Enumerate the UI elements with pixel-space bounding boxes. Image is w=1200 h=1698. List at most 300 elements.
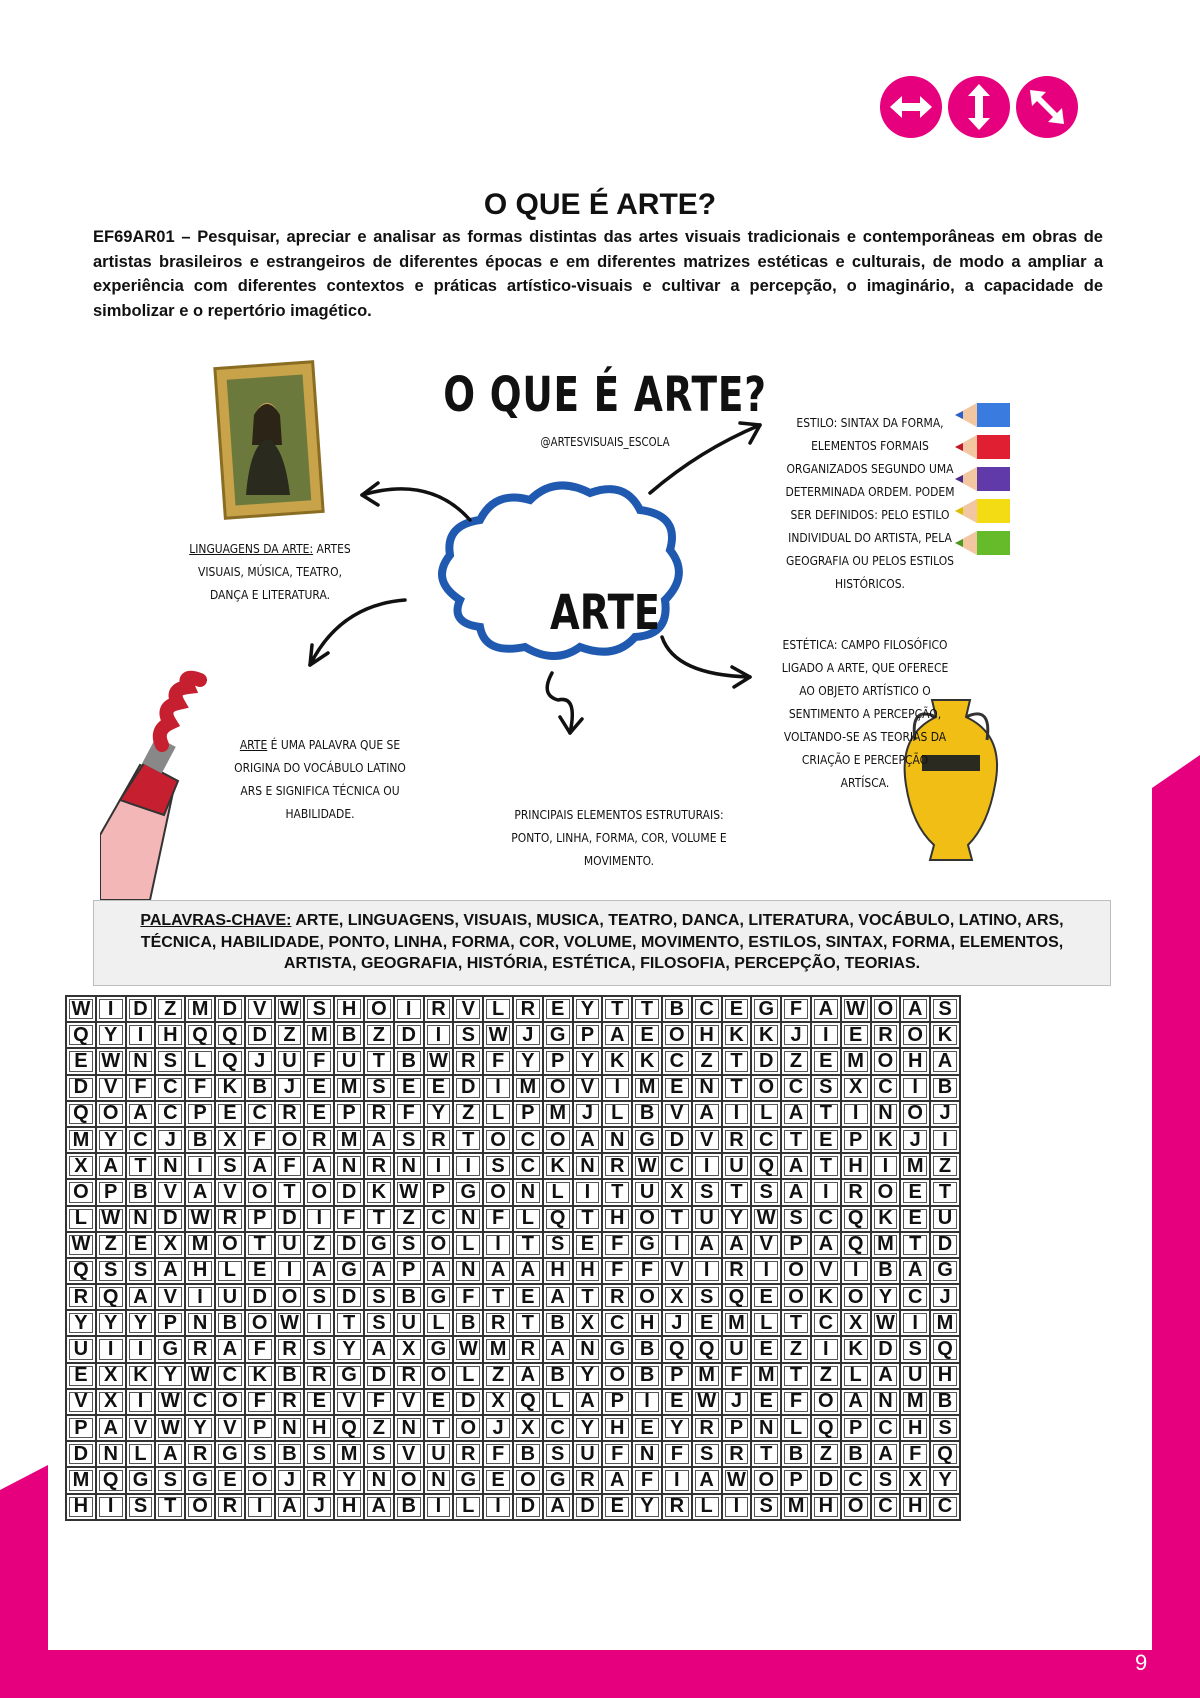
grid-cell[interactable]: Z (781, 1336, 811, 1362)
grid-cell[interactable]: S (126, 1494, 156, 1520)
grid-cell[interactable]: J (930, 1284, 960, 1310)
grid-cell[interactable]: S (364, 1075, 394, 1101)
grid-cell[interactable]: T (602, 996, 632, 1022)
grid-cell[interactable]: R (871, 1022, 901, 1048)
grid-cell[interactable]: P (781, 1467, 811, 1493)
grid-cell[interactable]: K (811, 1284, 841, 1310)
grid-cell[interactable]: H (930, 1363, 960, 1389)
grid-cell[interactable]: J (275, 1075, 305, 1101)
grid-cell[interactable]: O (245, 1310, 275, 1336)
grid-cell[interactable]: R (424, 1127, 454, 1153)
grid-cell[interactable]: E (573, 1232, 603, 1258)
grid-cell[interactable]: U (66, 1336, 96, 1362)
grid-cell[interactable]: K (871, 1127, 901, 1153)
grid-cell[interactable]: K (751, 1022, 781, 1048)
grid-cell[interactable]: D (811, 1467, 841, 1493)
grid-cell[interactable]: G (185, 1467, 215, 1493)
grid-cell[interactable]: K (245, 1363, 275, 1389)
grid-cell[interactable]: E (692, 1310, 722, 1336)
grid-cell[interactable]: W (185, 1363, 215, 1389)
grid-cell[interactable]: H (900, 1494, 930, 1520)
grid-cell[interactable]: Q (841, 1232, 871, 1258)
grid-cell[interactable]: Q (722, 1284, 752, 1310)
grid-cell[interactable]: R (215, 1206, 245, 1232)
grid-cell[interactable]: E (543, 996, 573, 1022)
grid-cell[interactable]: A (543, 1284, 573, 1310)
grid-cell[interactable]: G (632, 1232, 662, 1258)
grid-cell[interactable]: I (602, 1075, 632, 1101)
grid-cell[interactable]: D (364, 1363, 394, 1389)
grid-cell[interactable]: G (334, 1258, 364, 1284)
grid-cell[interactable]: O (900, 1022, 930, 1048)
grid-cell[interactable]: L (215, 1258, 245, 1284)
grid-cell[interactable]: V (215, 1179, 245, 1205)
grid-cell[interactable]: Q (751, 1153, 781, 1179)
grid-cell[interactable]: M (900, 1389, 930, 1415)
grid-cell[interactable]: S (245, 1441, 275, 1467)
grid-cell[interactable]: E (662, 1075, 692, 1101)
grid-cell[interactable]: A (126, 1284, 156, 1310)
grid-cell[interactable]: T (781, 1310, 811, 1336)
grid-cell[interactable]: L (453, 1363, 483, 1389)
grid-cell[interactable]: F (662, 1441, 692, 1467)
grid-cell[interactable]: J (304, 1494, 334, 1520)
grid-cell[interactable]: X (96, 1389, 126, 1415)
grid-cell[interactable]: W (155, 1415, 185, 1441)
grid-cell[interactable]: S (930, 996, 960, 1022)
grid-cell[interactable]: D (245, 1022, 275, 1048)
grid-cell[interactable]: I (662, 1467, 692, 1493)
grid-cell[interactable]: D (334, 1179, 364, 1205)
grid-cell[interactable]: I (96, 1336, 126, 1362)
grid-cell[interactable]: B (871, 1258, 901, 1284)
grid-cell[interactable]: D (930, 1232, 960, 1258)
grid-cell[interactable]: O (871, 1048, 901, 1074)
grid-cell[interactable]: N (96, 1441, 126, 1467)
grid-cell[interactable]: E (394, 1075, 424, 1101)
grid-cell[interactable]: F (126, 1075, 156, 1101)
grid-cell[interactable]: F (602, 1441, 632, 1467)
grid-cell[interactable]: X (155, 1232, 185, 1258)
grid-cell[interactable]: Q (662, 1336, 692, 1362)
grid-cell[interactable]: S (364, 1284, 394, 1310)
grid-cell[interactable]: F (781, 996, 811, 1022)
grid-cell[interactable]: W (96, 1206, 126, 1232)
grid-cell[interactable]: P (245, 1415, 275, 1441)
grid-cell[interactable]: E (513, 1284, 543, 1310)
grid-cell[interactable]: F (483, 1441, 513, 1467)
grid-cell[interactable]: A (275, 1494, 305, 1520)
grid-cell[interactable]: B (394, 1494, 424, 1520)
grid-cell[interactable]: A (364, 1494, 394, 1520)
grid-cell[interactable]: X (841, 1310, 871, 1336)
grid-cell[interactable]: N (871, 1101, 901, 1127)
grid-cell[interactable]: U (334, 1048, 364, 1074)
grid-cell[interactable]: W (275, 1310, 305, 1336)
grid-cell[interactable]: L (751, 1101, 781, 1127)
grid-cell[interactable]: O (751, 1467, 781, 1493)
grid-cell[interactable]: Y (573, 1363, 603, 1389)
grid-cell[interactable]: G (334, 1363, 364, 1389)
grid-cell[interactable]: B (334, 1022, 364, 1048)
grid-cell[interactable]: A (811, 1232, 841, 1258)
grid-cell[interactable]: Y (722, 1206, 752, 1232)
grid-cell[interactable]: G (632, 1127, 662, 1153)
grid-cell[interactable]: V (662, 1101, 692, 1127)
grid-cell[interactable]: R (453, 1441, 483, 1467)
grid-cell[interactable]: I (722, 1101, 752, 1127)
grid-cell[interactable]: U (215, 1284, 245, 1310)
grid-cell[interactable]: Z (483, 1363, 513, 1389)
grid-cell[interactable]: P (245, 1206, 275, 1232)
grid-cell[interactable]: T (662, 1206, 692, 1232)
grid-cell[interactable]: O (900, 1101, 930, 1127)
grid-cell[interactable]: Y (96, 1310, 126, 1336)
grid-cell[interactable]: L (66, 1206, 96, 1232)
grid-cell[interactable]: L (453, 1494, 483, 1520)
grid-cell[interactable]: I (811, 1336, 841, 1362)
grid-cell[interactable]: A (781, 1101, 811, 1127)
grid-cell[interactable]: R (602, 1284, 632, 1310)
grid-cell[interactable]: Q (215, 1022, 245, 1048)
grid-cell[interactable]: W (722, 1467, 752, 1493)
grid-cell[interactable]: P (394, 1258, 424, 1284)
grid-cell[interactable]: I (126, 1336, 156, 1362)
grid-cell[interactable]: Q (66, 1258, 96, 1284)
grid-cell[interactable]: I (275, 1258, 305, 1284)
grid-cell[interactable]: C (900, 1284, 930, 1310)
grid-cell[interactable]: R (66, 1284, 96, 1310)
grid-cell[interactable]: T (722, 1179, 752, 1205)
grid-cell[interactable]: I (871, 1153, 901, 1179)
grid-cell[interactable]: L (781, 1415, 811, 1441)
grid-cell[interactable]: I (304, 1206, 334, 1232)
grid-cell[interactable]: M (632, 1075, 662, 1101)
grid-cell[interactable]: R (275, 1101, 305, 1127)
grid-cell[interactable]: A (900, 996, 930, 1022)
grid-cell[interactable]: Y (424, 1101, 454, 1127)
grid-cell[interactable]: Y (185, 1415, 215, 1441)
grid-cell[interactable]: E (215, 1101, 245, 1127)
grid-cell[interactable]: I (483, 1075, 513, 1101)
grid-cell[interactable]: D (871, 1336, 901, 1362)
grid-cell[interactable]: O (96, 1101, 126, 1127)
grid-cell[interactable]: Z (781, 1048, 811, 1074)
grid-cell[interactable]: X (841, 1075, 871, 1101)
grid-cell[interactable]: R (275, 1336, 305, 1362)
grid-cell[interactable]: V (66, 1389, 96, 1415)
grid-cell[interactable]: K (632, 1048, 662, 1074)
grid-cell[interactable]: Y (334, 1336, 364, 1362)
grid-cell[interactable]: C (811, 1206, 841, 1232)
grid-cell[interactable]: B (781, 1441, 811, 1467)
grid-cell[interactable]: Y (334, 1467, 364, 1493)
grid-cell[interactable]: K (930, 1022, 960, 1048)
grid-cell[interactable]: G (543, 1467, 573, 1493)
grid-cell[interactable]: S (692, 1284, 722, 1310)
grid-cell[interactable]: S (453, 1022, 483, 1048)
grid-cell[interactable]: W (185, 1206, 215, 1232)
grid-cell[interactable]: O (364, 996, 394, 1022)
grid-cell[interactable]: A (543, 1494, 573, 1520)
grid-cell[interactable]: A (424, 1258, 454, 1284)
grid-cell[interactable]: Y (96, 1022, 126, 1048)
grid-cell[interactable]: A (155, 1258, 185, 1284)
grid-cell[interactable]: T (513, 1310, 543, 1336)
grid-cell[interactable]: V (453, 996, 483, 1022)
grid-cell[interactable]: D (334, 1284, 364, 1310)
grid-cell[interactable]: F (453, 1284, 483, 1310)
grid-cell[interactable]: U (722, 1153, 752, 1179)
grid-cell[interactable]: T (334, 1310, 364, 1336)
grid-cell[interactable]: K (871, 1206, 901, 1232)
grid-cell[interactable]: F (632, 1258, 662, 1284)
grid-cell[interactable]: O (811, 1389, 841, 1415)
grid-cell[interactable]: D (126, 996, 156, 1022)
grid-cell[interactable]: B (453, 1310, 483, 1336)
grid-cell[interactable]: I (424, 1494, 454, 1520)
grid-cell[interactable]: E (900, 1179, 930, 1205)
grid-cell[interactable]: I (662, 1232, 692, 1258)
grid-cell[interactable]: T (781, 1127, 811, 1153)
grid-cell[interactable]: O (215, 1389, 245, 1415)
grid-cell[interactable]: U (900, 1363, 930, 1389)
grid-cell[interactable]: O (483, 1127, 513, 1153)
grid-cell[interactable]: L (543, 1389, 573, 1415)
grid-cell[interactable]: W (66, 1232, 96, 1258)
grid-cell[interactable]: E (751, 1336, 781, 1362)
grid-cell[interactable]: K (543, 1153, 573, 1179)
grid-cell[interactable]: A (930, 1048, 960, 1074)
grid-cell[interactable]: U (930, 1206, 960, 1232)
grid-cell[interactable]: W (394, 1179, 424, 1205)
grid-cell[interactable]: I (126, 1389, 156, 1415)
grid-cell[interactable]: F (245, 1127, 275, 1153)
grid-cell[interactable]: V (662, 1258, 692, 1284)
grid-cell[interactable]: Z (364, 1022, 394, 1048)
grid-cell[interactable]: E (751, 1284, 781, 1310)
grid-cell[interactable]: U (722, 1336, 752, 1362)
grid-cell[interactable]: J (930, 1101, 960, 1127)
grid-cell[interactable]: M (334, 1127, 364, 1153)
grid-cell[interactable]: S (394, 1127, 424, 1153)
grid-cell[interactable]: R (722, 1441, 752, 1467)
grid-cell[interactable]: S (364, 1310, 394, 1336)
grid-cell[interactable]: W (96, 1048, 126, 1074)
grid-cell[interactable]: W (632, 1153, 662, 1179)
grid-cell[interactable]: M (543, 1101, 573, 1127)
grid-cell[interactable]: M (185, 996, 215, 1022)
grid-cell[interactable]: O (871, 996, 901, 1022)
grid-cell[interactable]: G (602, 1336, 632, 1362)
grid-cell[interactable]: D (573, 1494, 603, 1520)
grid-cell[interactable]: N (692, 1075, 722, 1101)
grid-cell[interactable]: M (483, 1336, 513, 1362)
grid-cell[interactable]: D (513, 1494, 543, 1520)
grid-cell[interactable]: H (573, 1258, 603, 1284)
grid-cell[interactable]: I (900, 1075, 930, 1101)
grid-cell[interactable]: B (930, 1389, 960, 1415)
grid-cell[interactable]: T (811, 1101, 841, 1127)
grid-cell[interactable]: A (364, 1336, 394, 1362)
grid-cell[interactable]: X (662, 1179, 692, 1205)
grid-cell[interactable]: C (513, 1127, 543, 1153)
grid-cell[interactable]: Y (930, 1467, 960, 1493)
grid-cell[interactable]: S (394, 1232, 424, 1258)
grid-cell[interactable]: J (513, 1022, 543, 1048)
grid-cell[interactable]: X (900, 1467, 930, 1493)
grid-cell[interactable]: M (781, 1494, 811, 1520)
grid-cell[interactable]: F (185, 1075, 215, 1101)
grid-cell[interactable]: M (304, 1022, 334, 1048)
grid-cell[interactable]: P (66, 1415, 96, 1441)
grid-cell[interactable]: M (930, 1310, 960, 1336)
grid-cell[interactable]: Q (185, 1022, 215, 1048)
grid-cell[interactable]: E (751, 1389, 781, 1415)
grid-cell[interactable]: A (304, 1258, 334, 1284)
grid-cell[interactable]: E (424, 1389, 454, 1415)
grid-cell[interactable]: E (900, 1206, 930, 1232)
grid-cell[interactable]: E (304, 1389, 334, 1415)
grid-cell[interactable]: R (424, 996, 454, 1022)
grid-cell[interactable]: H (334, 996, 364, 1022)
grid-cell[interactable]: O (632, 1284, 662, 1310)
grid-cell[interactable]: A (781, 1153, 811, 1179)
grid-cell[interactable]: J (722, 1389, 752, 1415)
grid-cell[interactable]: R (304, 1467, 334, 1493)
grid-cell[interactable]: V (692, 1127, 722, 1153)
grid-cell[interactable]: C (781, 1075, 811, 1101)
grid-cell[interactable]: N (275, 1415, 305, 1441)
grid-cell[interactable]: J (900, 1127, 930, 1153)
grid-cell[interactable]: L (126, 1441, 156, 1467)
grid-cell[interactable]: O (841, 1284, 871, 1310)
grid-cell[interactable]: O (602, 1363, 632, 1389)
grid-cell[interactable]: I (424, 1153, 454, 1179)
grid-cell[interactable]: J (483, 1415, 513, 1441)
grid-cell[interactable]: Z (811, 1441, 841, 1467)
grid-cell[interactable]: C (811, 1310, 841, 1336)
grid-cell[interactable]: N (126, 1206, 156, 1232)
grid-cell[interactable]: O (424, 1363, 454, 1389)
grid-cell[interactable]: Q (930, 1441, 960, 1467)
grid-cell[interactable]: I (841, 1258, 871, 1284)
grid-cell[interactable]: E (632, 1022, 662, 1048)
grid-cell[interactable]: F (364, 1389, 394, 1415)
grid-cell[interactable]: H (602, 1415, 632, 1441)
grid-cell[interactable]: L (602, 1101, 632, 1127)
grid-cell[interactable]: S (304, 1336, 334, 1362)
grid-cell[interactable]: H (632, 1310, 662, 1336)
grid-cell[interactable]: E (602, 1494, 632, 1520)
grid-cell[interactable]: I (483, 1232, 513, 1258)
grid-cell[interactable]: H (900, 1048, 930, 1074)
grid-cell[interactable]: F (781, 1389, 811, 1415)
grid-cell[interactable]: N (364, 1467, 394, 1493)
grid-cell[interactable]: G (155, 1336, 185, 1362)
grid-cell[interactable]: F (245, 1336, 275, 1362)
grid-cell[interactable]: S (543, 1232, 573, 1258)
grid-cell[interactable]: P (543, 1048, 573, 1074)
grid-cell[interactable]: T (364, 1206, 394, 1232)
grid-cell[interactable]: A (692, 1232, 722, 1258)
grid-cell[interactable]: G (424, 1284, 454, 1310)
grid-cell[interactable]: R (304, 1363, 334, 1389)
grid-cell[interactable]: A (304, 1153, 334, 1179)
grid-cell[interactable]: Q (96, 1467, 126, 1493)
grid-cell[interactable]: O (662, 1022, 692, 1048)
grid-cell[interactable]: R (692, 1415, 722, 1441)
grid-cell[interactable]: K (364, 1179, 394, 1205)
grid-cell[interactable]: P (185, 1101, 215, 1127)
grid-cell[interactable]: G (424, 1336, 454, 1362)
grid-cell[interactable]: P (841, 1127, 871, 1153)
grid-cell[interactable]: C (692, 996, 722, 1022)
grid-cell[interactable]: S (155, 1467, 185, 1493)
grid-cell[interactable]: S (304, 1441, 334, 1467)
grid-cell[interactable]: D (453, 1389, 483, 1415)
grid-cell[interactable]: T (245, 1232, 275, 1258)
grid-cell[interactable]: I (394, 996, 424, 1022)
grid-cell[interactable]: X (573, 1310, 603, 1336)
grid-cell[interactable]: N (513, 1179, 543, 1205)
grid-cell[interactable]: O (394, 1467, 424, 1493)
grid-cell[interactable]: A (781, 1179, 811, 1205)
grid-cell[interactable]: G (930, 1258, 960, 1284)
grid-cell[interactable]: Q (692, 1336, 722, 1362)
grid-cell[interactable]: P (662, 1363, 692, 1389)
grid-cell[interactable]: A (364, 1258, 394, 1284)
grid-cell[interactable]: R (483, 1310, 513, 1336)
grid-cell[interactable]: W (871, 1310, 901, 1336)
grid-cell[interactable]: Z (394, 1206, 424, 1232)
grid-cell[interactable]: B (632, 1101, 662, 1127)
grid-cell[interactable]: O (66, 1179, 96, 1205)
grid-cell[interactable]: A (841, 1389, 871, 1415)
grid-cell[interactable]: P (781, 1232, 811, 1258)
grid-cell[interactable]: O (543, 1127, 573, 1153)
grid-cell[interactable]: K (841, 1336, 871, 1362)
grid-cell[interactable]: Z (304, 1232, 334, 1258)
grid-cell[interactable]: S (871, 1467, 901, 1493)
grid-cell[interactable]: W (424, 1048, 454, 1074)
grid-cell[interactable]: D (394, 1022, 424, 1048)
grid-cell[interactable]: I (304, 1310, 334, 1336)
grid-cell[interactable]: O (304, 1179, 334, 1205)
grid-cell[interactable]: I (692, 1258, 722, 1284)
grid-cell[interactable]: E (66, 1048, 96, 1074)
grid-cell[interactable]: T (781, 1363, 811, 1389)
grid-cell[interactable]: N (394, 1153, 424, 1179)
grid-cell[interactable]: T (722, 1048, 752, 1074)
grid-cell[interactable]: F (602, 1258, 632, 1284)
grid-cell[interactable]: H (841, 1153, 871, 1179)
grid-cell[interactable]: P (96, 1179, 126, 1205)
grid-cell[interactable]: A (692, 1101, 722, 1127)
grid-cell[interactable]: I (185, 1284, 215, 1310)
grid-cell[interactable]: C (543, 1415, 573, 1441)
grid-cell[interactable]: X (662, 1284, 692, 1310)
grid-cell[interactable]: B (662, 996, 692, 1022)
grid-cell[interactable]: L (513, 1206, 543, 1232)
grid-cell[interactable]: A (96, 1153, 126, 1179)
grid-cell[interactable]: T (364, 1048, 394, 1074)
grid-cell[interactable]: N (573, 1336, 603, 1362)
grid-cell[interactable]: Y (126, 1310, 156, 1336)
grid-cell[interactable]: R (364, 1153, 394, 1179)
grid-cell[interactable]: G (543, 1022, 573, 1048)
grid-cell[interactable]: Z (811, 1363, 841, 1389)
